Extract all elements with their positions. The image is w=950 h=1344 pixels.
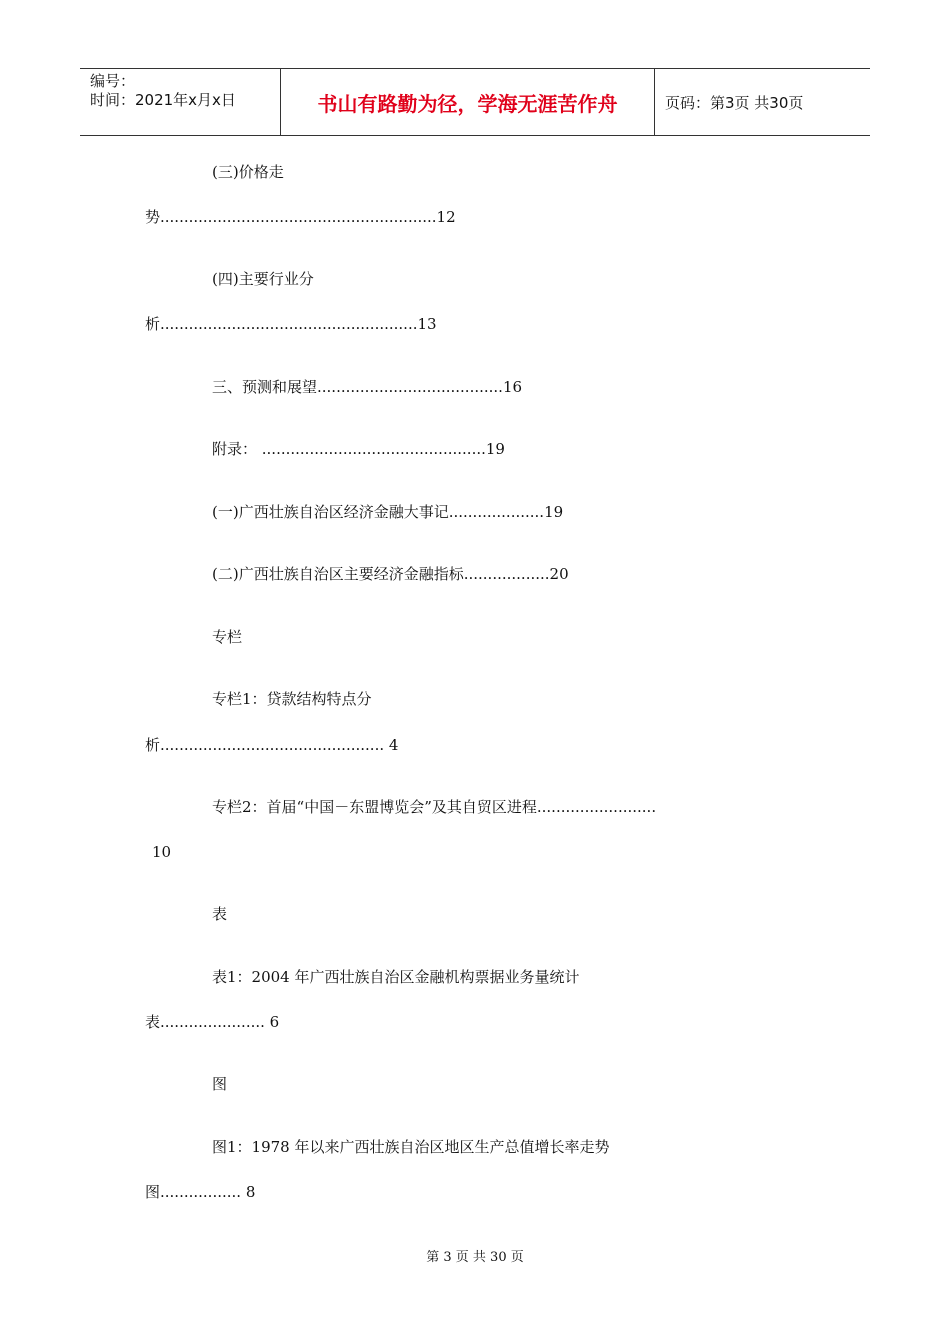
- toc-section-columns: 专栏: [212, 628, 243, 646]
- header-page-info: 页码：第3页 共30页: [665, 93, 804, 112]
- header-motto: 书山有路勤为径，学海无涯苦作舟: [281, 69, 655, 135]
- header-meta: [80, 69, 281, 135]
- toc-section-figures: 图: [212, 1075, 228, 1093]
- toc-entry-column-2: 专栏2：首届“中国－东盟博览会”及其自贸区进程.........................: [212, 798, 657, 816]
- page-footer: 第 3 页 共 30 页: [426, 1250, 524, 1265]
- toc-entry-figure-1-cont: 图................. 8: [145, 1183, 256, 1201]
- toc-entry-table-1-cont: 表...................... 6: [145, 1013, 280, 1031]
- toc-entry-column-2-page: 10: [152, 843, 172, 861]
- toc-entry-industry-analysis: (四)主要行业分: [212, 270, 314, 288]
- toc-entry-industry-analysis-cont: 析......................................................13: [145, 315, 437, 333]
- toc-section-tables: 表: [212, 905, 228, 923]
- toc-entry-column-1: 专栏1：贷款结构特点分: [212, 690, 372, 708]
- toc-entry-events: (一)广西壮族自治区经济金融大事记....................19: [212, 503, 564, 521]
- document-date: 时间：2021年x月x日: [90, 91, 236, 109]
- toc-entry-table-1: 表1：2004 年广西壮族自治区金融机构票据业务量统计: [212, 968, 580, 986]
- toc-entry-price-trend: (三)价格走: [212, 163, 284, 181]
- toc-entry-indicators: (二)广西壮族自治区主要经济金融指标..................20: [212, 565, 569, 583]
- toc-entry-column-1-cont: 析............................................... 4: [145, 736, 399, 754]
- toc-entry-price-trend-cont: 势..........................................................12: [145, 208, 456, 226]
- toc-entry-appendix: 附录： ...............................................19: [212, 440, 505, 458]
- document-number-label: 编号：: [90, 72, 136, 90]
- page-header: [80, 68, 870, 136]
- toc-entry-figure-1: 图1：1978 年以来广西壮族自治区地区生产总值增长率走势: [212, 1138, 610, 1156]
- toc-entry-forecast: 三、预测和展望.......................................16: [212, 378, 523, 396]
